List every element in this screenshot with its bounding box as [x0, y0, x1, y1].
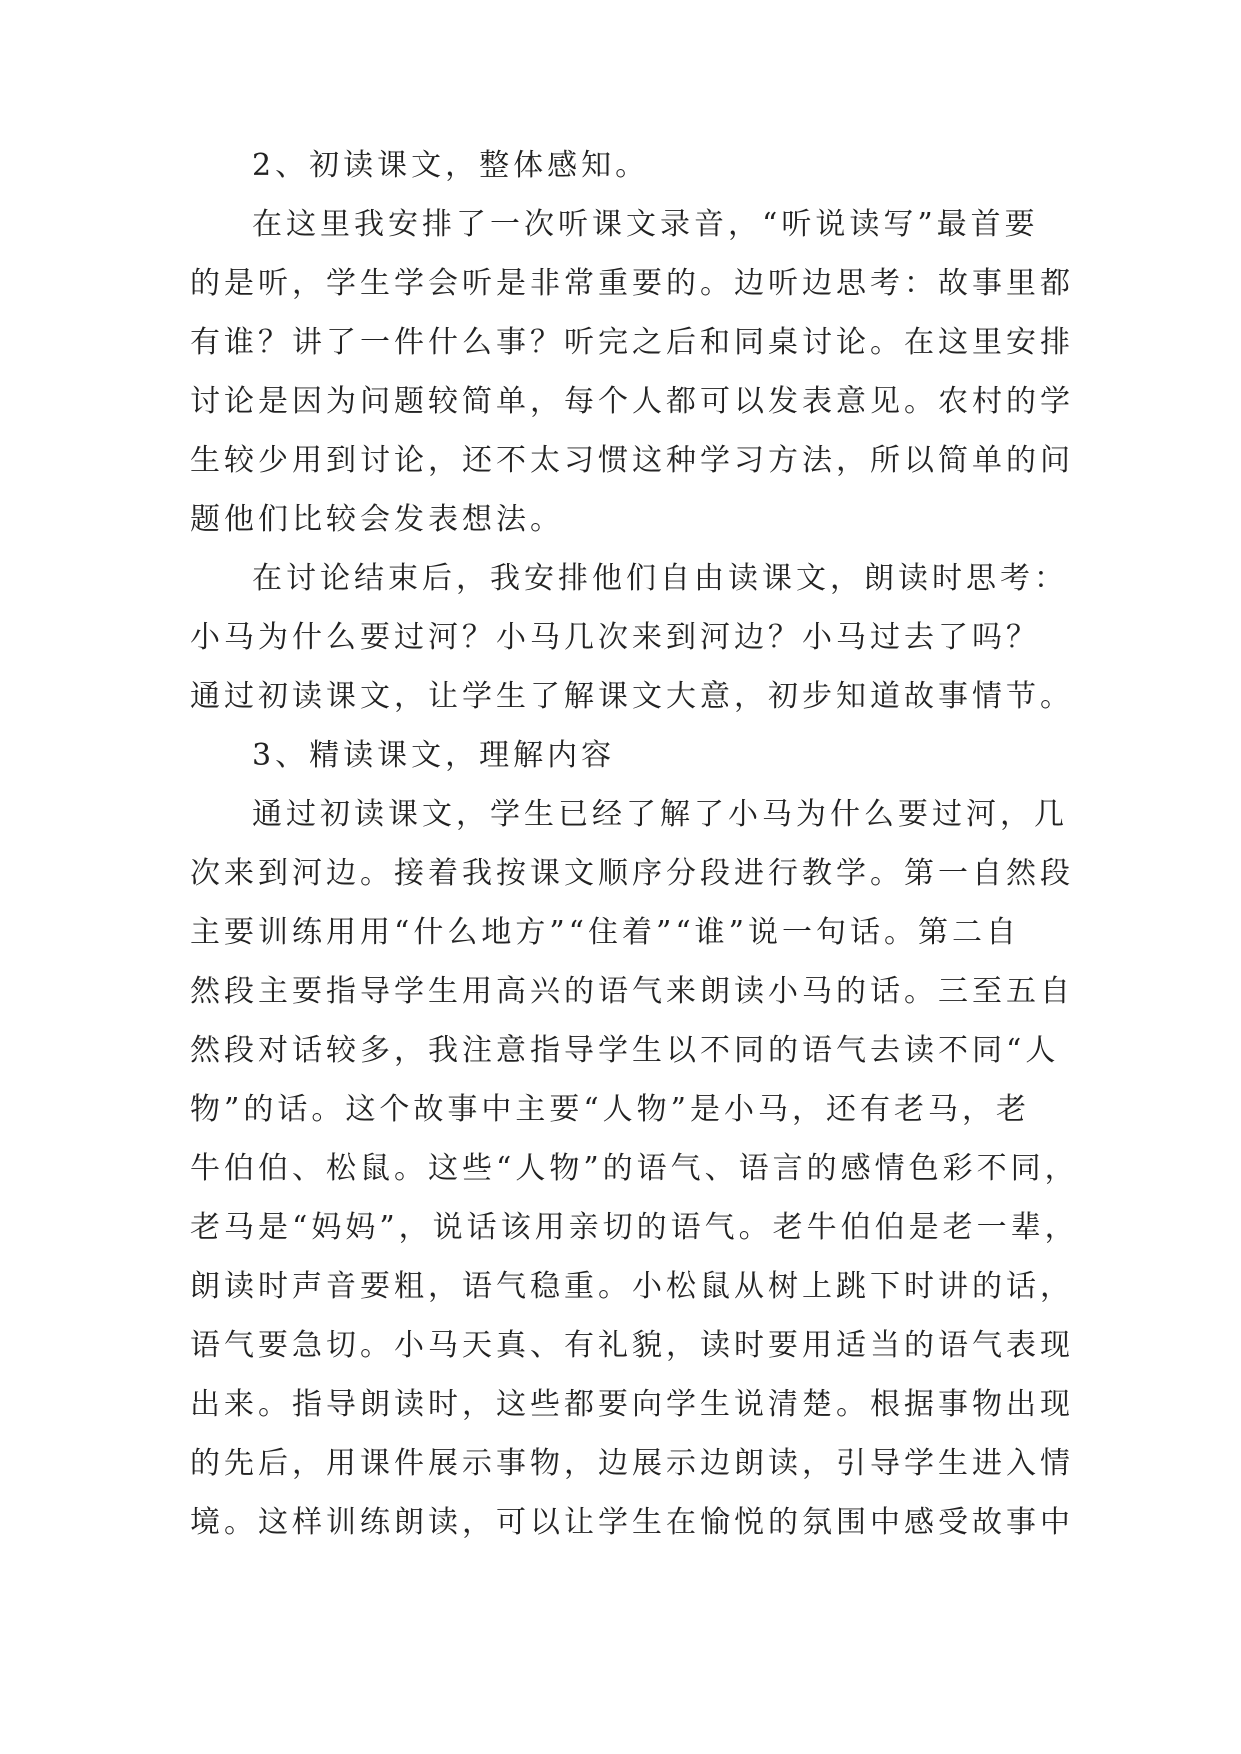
- paragraph-line: 语气要急切。小马天真、有礼貌，读时要用适当的语气表现: [190, 1328, 1074, 1363]
- paragraph-line: 讨论是因为问题较简单，每个人都可以发表意见。农村的学: [190, 384, 1074, 419]
- paragraph-line: 通过初读课文，学生已经了解了小马为什么要过河，几: [252, 797, 1068, 832]
- paragraph-line: 然段主要指导学生用高兴的语气来朗读小马的话。三至五自: [190, 974, 1074, 1009]
- paragraph-line: 在讨论结束后，我安排他们自由读课文，朗读时思考：: [252, 561, 1068, 596]
- paragraph-line: 有谁？讲了一件什么事？听完之后和同桌讨论。在这里安排: [190, 325, 1074, 360]
- paragraph-line: 次来到河边。接着我按课文顺序分段进行教学。第一自然段: [190, 856, 1074, 891]
- heading-2: 2、初读课文，整体感知。: [252, 148, 650, 183]
- paragraph-line: 的是听，学生学会听是非常重要的。边听边思考：故事里都: [190, 266, 1074, 301]
- paragraph-line: 通过初读课文，让学生了解课文大意，初步知道故事情节。: [190, 679, 1074, 714]
- paragraph-line: 境。这样训练朗读，可以让学生在愉悦的氛围中感受故事中: [190, 1505, 1074, 1540]
- paragraph-line: 朗读时声音要粗，语气稳重。小松鼠从树上跳下时讲的话，: [190, 1269, 1074, 1304]
- paragraph-line: 物”的话。这个故事中主要“人物”是小马，还有老马，老: [190, 1092, 1031, 1127]
- paragraph-line: 老马是“妈妈”，说话该用亲切的语气。老牛伯伯是老一辈，: [190, 1210, 1079, 1245]
- paragraph-line: 出来。指导朗读时，这些都要向学生说清楚。根据事物出现: [190, 1387, 1074, 1422]
- paragraph-line: 主要训练用用“什么地方”“住着”“谁”说一句话。第二自: [190, 915, 1021, 950]
- paragraph-line: 小马为什么要过河？小马几次来到河边？小马过去了吗？: [190, 620, 1040, 655]
- paragraph-line: 生较少用到讨论，还不太习惯这种学习方法，所以简单的问: [190, 443, 1074, 478]
- paragraph-line: 的先后，用课件展示事物，边展示边朗读，引导学生进入情: [190, 1446, 1074, 1481]
- paragraph-line: 然段对话较多，我注意指导学生以不同的语气去读不同“人: [190, 1033, 1060, 1068]
- heading-3: 3、精读课文，理解内容: [252, 738, 616, 773]
- paragraph-line: 在这里我安排了一次听课文录音，“听说读写”最首要: [252, 207, 1039, 242]
- paragraph-line: 题他们比较会发表想法。: [190, 502, 564, 537]
- paragraph-line: 牛伯伯、松鼠。这些“人物”的语气、语言的感情色彩不同，: [190, 1151, 1079, 1186]
